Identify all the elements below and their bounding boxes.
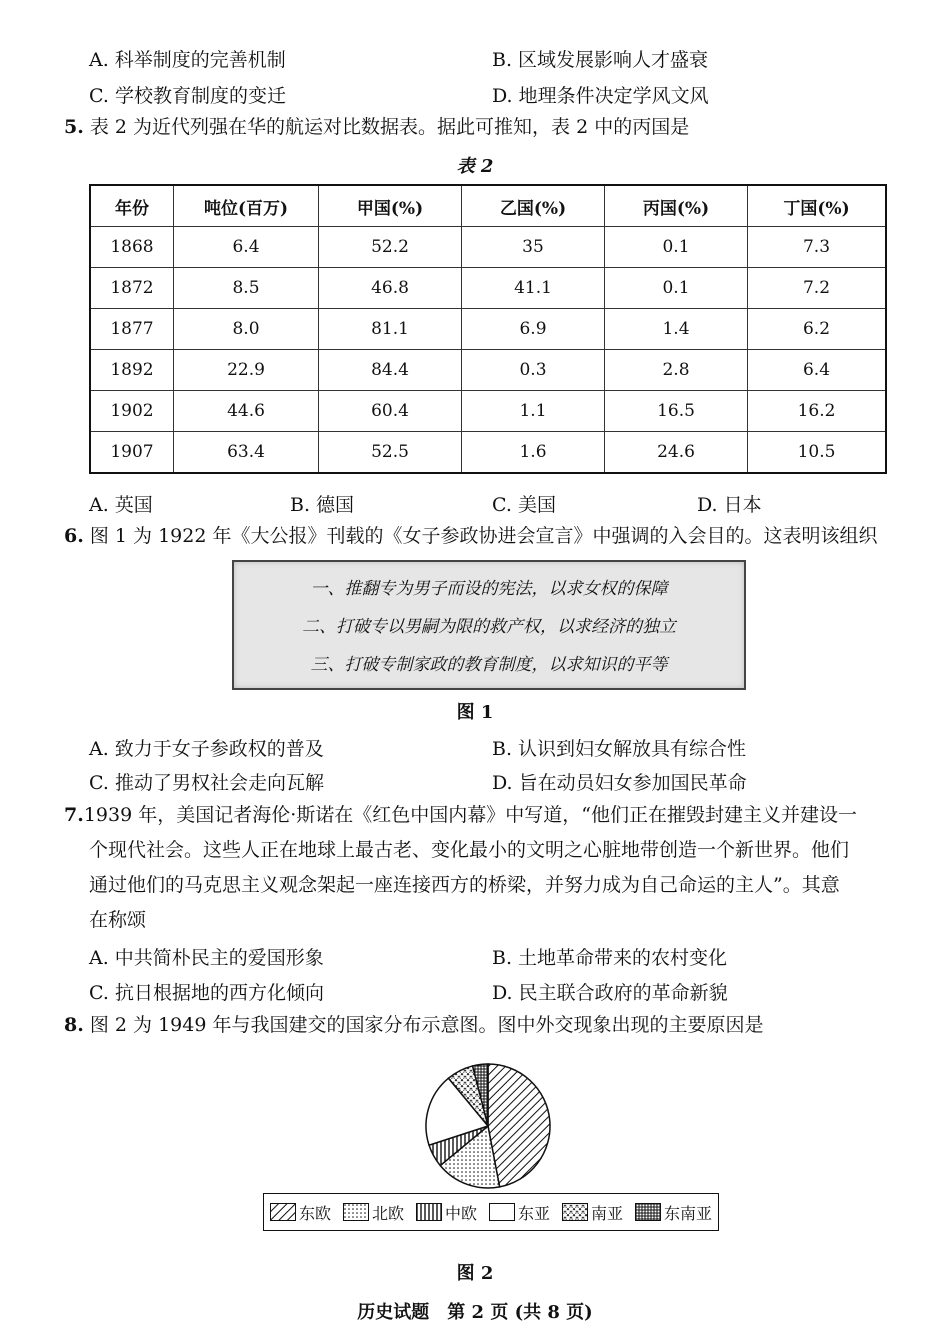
q7-option-c: C. 抗日根据地的西方化倾向 xyxy=(89,982,324,1004)
legend-label: 东欧 xyxy=(298,1203,331,1223)
table-cell: 1902 xyxy=(90,391,174,432)
table-cell: 1.6 xyxy=(462,432,605,474)
legend-label: 北欧 xyxy=(371,1203,404,1223)
pie-legend xyxy=(263,1193,719,1231)
table-header: 吨位(百万) xyxy=(174,185,319,227)
legend-label: 中欧 xyxy=(444,1203,477,1223)
q4-option-a: A. 科举制度的完善机制 xyxy=(89,49,286,71)
blank-swatch-icon xyxy=(489,1203,515,1221)
q5-stem: 表 2 为近代列强在华的航运对比数据表。据此可推知，表 2 中的丙国是 xyxy=(89,116,690,138)
table-cell: 0.1 xyxy=(605,227,748,268)
legend-item-south-asia xyxy=(562,1201,623,1224)
pie-slice-0 xyxy=(488,1064,550,1187)
table-title: 表 2 xyxy=(456,156,494,177)
q5-option-b: B. 德国 xyxy=(290,494,355,516)
table-cell: 1907 xyxy=(90,432,174,474)
table-cell: 16.2 xyxy=(748,391,887,432)
page-footer: 历史试题 第 2 页 (共 8 页) xyxy=(357,1302,593,1323)
table-cell: 1872 xyxy=(90,268,174,309)
figure-2-caption: 图 2 xyxy=(456,1263,494,1284)
table-cell: 1877 xyxy=(90,309,174,350)
table-cell: 84.4 xyxy=(319,350,462,391)
q4-option-d: D. 地理条件决定学风文风 xyxy=(492,85,709,107)
table-cell: 2.8 xyxy=(605,350,748,391)
table-row xyxy=(90,227,886,268)
q7-question-line-2: 个现代社会。这些人正在地球上最古老、变化最小的文明之心脏地带创造一个新世界。他们 xyxy=(89,839,850,861)
table-row xyxy=(90,432,886,474)
table-cell: 41.1 xyxy=(462,268,605,309)
q4-option-c: C. 学校教育制度的变迁 xyxy=(89,85,286,107)
vertical-lines-swatch-icon xyxy=(416,1203,442,1221)
table-cell: 6.9 xyxy=(462,309,605,350)
table-cell: 7.3 xyxy=(748,227,887,268)
dots-swatch-icon xyxy=(343,1203,369,1221)
q5-number: 5. xyxy=(64,116,84,138)
table-header: 丙国(%) xyxy=(605,185,748,227)
manifesto-quote-box xyxy=(232,560,746,690)
q5-question xyxy=(64,116,689,139)
q6-number: 6. xyxy=(64,525,84,547)
cross-hatch-swatch-icon xyxy=(562,1203,588,1221)
table-cell: 44.6 xyxy=(174,391,319,432)
figure-1-caption: 图 1 xyxy=(456,702,494,723)
table-cell: 16.5 xyxy=(605,391,748,432)
q6-option-a: A. 致力于女子参政权的普及 xyxy=(89,738,324,760)
table-cell: 1892 xyxy=(90,350,174,391)
diplomacy-pie-chart xyxy=(0,1062,950,1192)
table-cell: 52.2 xyxy=(319,227,462,268)
table-cell: 1.1 xyxy=(462,391,605,432)
table-cell: 52.5 xyxy=(319,432,462,474)
legend-item-southeast-asia xyxy=(635,1201,712,1224)
q7-option-b: B. 土地革命带来的农村变化 xyxy=(492,947,728,969)
table-cell: 6.2 xyxy=(748,309,887,350)
diagonal-hatch-swatch-icon xyxy=(270,1203,296,1221)
table-header-row xyxy=(90,185,886,227)
shipping-table xyxy=(89,184,887,474)
table-cell: 8.0 xyxy=(174,309,319,350)
table-row xyxy=(90,268,886,309)
q7-question-line-3: 通过他们的马克思主义观念架起一座连接西方的桥梁，并努力成为自己命运的主人”。其意 xyxy=(89,874,840,896)
table-cell: 7.2 xyxy=(748,268,887,309)
table-cell: 24.6 xyxy=(605,432,748,474)
table-cell: 6.4 xyxy=(748,350,887,391)
legend-item-north-europe xyxy=(343,1201,404,1224)
table-cell: 10.5 xyxy=(748,432,887,474)
legend-item-east-europe xyxy=(270,1201,331,1224)
table-cell: 63.4 xyxy=(174,432,319,474)
legend-item-central-europe xyxy=(416,1201,477,1224)
q5-option-c: C. 美国 xyxy=(492,494,556,516)
q5-option-d: D. 日本 xyxy=(697,494,762,516)
quote-line: 一、推翻专为男子而设的宪法，以求女权的保障 xyxy=(310,579,668,599)
table-cell: 1868 xyxy=(90,227,174,268)
table-header: 丁国(%) xyxy=(748,185,887,227)
table-cell: 0.3 xyxy=(462,350,605,391)
grid-swatch-icon xyxy=(635,1203,661,1221)
table-row xyxy=(90,309,886,350)
table-cell: 8.5 xyxy=(174,268,319,309)
table-header: 乙国(%) xyxy=(462,185,605,227)
table-cell: 81.1 xyxy=(319,309,462,350)
table-cell: 6.4 xyxy=(174,227,319,268)
table-cell: 46.8 xyxy=(319,268,462,309)
q8-stem: 图 2 为 1949 年与我国建交的国家分布示意图。图中外交现象出现的主要原因是 xyxy=(89,1014,764,1036)
table-row xyxy=(90,350,886,391)
q6-stem: 图 1 为 1922 年《大公报》刊载的《女子参政协进会宣言》中强调的入会目的。这表明该组织 xyxy=(89,525,878,547)
q7-number: 7. xyxy=(64,804,84,826)
legend-label: 南亚 xyxy=(590,1203,623,1223)
q8-question xyxy=(64,1014,764,1037)
table-row xyxy=(90,391,886,432)
table-cell: 0.1 xyxy=(605,268,748,309)
table-header: 甲国(%) xyxy=(319,185,462,227)
q7-option-a: A. 中共简朴民主的爱国形象 xyxy=(89,947,324,969)
q7-option-d: D. 民主联合政府的革命新貌 xyxy=(492,982,728,1004)
table-cell: 1.4 xyxy=(605,309,748,350)
legend-item-east-asia xyxy=(489,1201,550,1224)
table-cell: 60.4 xyxy=(319,391,462,432)
table-cell: 22.9 xyxy=(174,350,319,391)
table-header: 年份 xyxy=(90,185,174,227)
legend-label: 东亚 xyxy=(517,1203,550,1223)
q6-option-d: D. 旨在动员妇女参加国民革命 xyxy=(492,772,747,794)
quote-line: 二、打破专以男嗣为限的救产权，以求经济的独立 xyxy=(302,617,676,637)
q6-question xyxy=(64,525,878,548)
table-cell: 35 xyxy=(462,227,605,268)
q6-option-b: B. 认识到妇女解放具有综合性 xyxy=(492,738,747,760)
q5-option-a: A. 英国 xyxy=(89,494,153,516)
legend-label: 东南亚 xyxy=(663,1203,712,1223)
q7-question-line-4: 在称颂 xyxy=(89,909,147,931)
quote-line: 三、打破专制家政的教育制度，以求知识的平等 xyxy=(310,655,668,675)
q4-option-b: B. 区域发展影响人才盛衰 xyxy=(492,49,709,71)
q7-question-line-1 xyxy=(64,804,857,827)
q7-text: 1939 年，美国记者海伦·斯诺在《红色中国内幕》中写道，“他们正在摧毁封建主义并建设一 xyxy=(83,804,857,826)
q6-option-c: C. 推动了男权社会走向瓦解 xyxy=(89,772,324,794)
q8-number: 8. xyxy=(64,1014,84,1036)
